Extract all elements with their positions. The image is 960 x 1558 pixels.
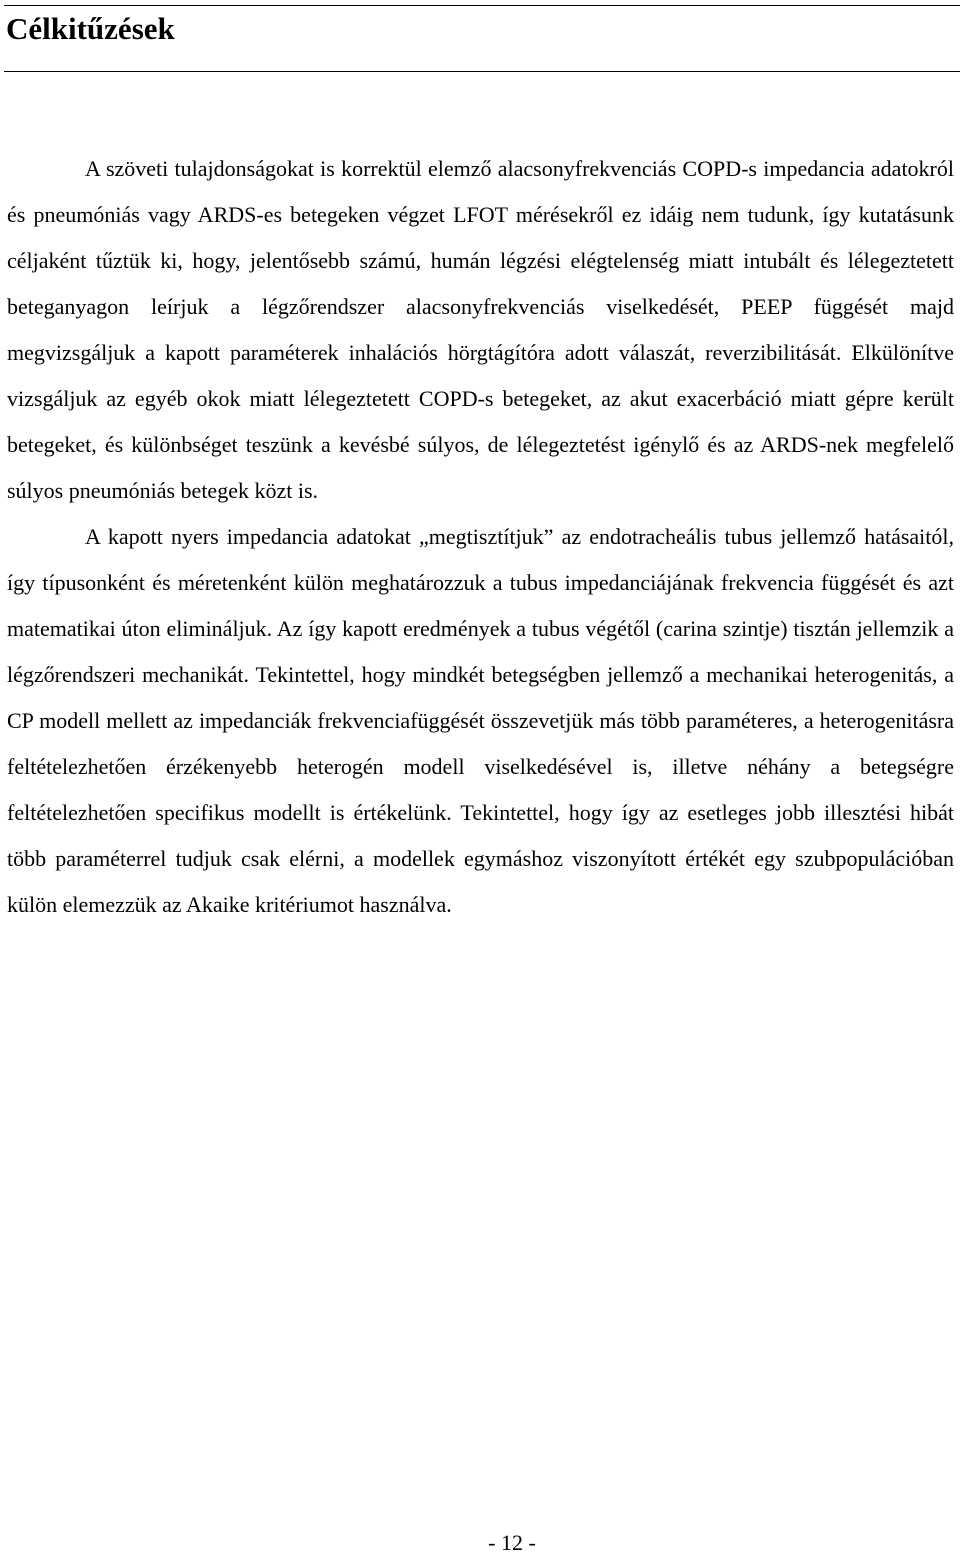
paragraph-aims-1: A szöveti tulajdonságokat is korrektül elemző alacsonyfrekvenciás COPD-s impedancia adatokról és pneumóniás vagy ARDS-es betegeken végzet LFOT mérésekről ez idáig nem tudunk, így kutatásunk céljaként tűztük ki, hogy, jelentősebb számú, humán légzési elégtelenség miatt intubált és lélegeztetett beteganyagon leírjuk a légzőrendszer alacsonyfrekvenciás viselkedését, PEEP függését majd megvizsgáljuk a kapott paraméterek inhalációs hörgtágítóra adott válaszát, reverzibilitását. Elkülönítve vizsgáljuk az egyéb okok miatt lélegeztetett COPD-s betegeket, az akut exacerbáció miatt gépre került betegeket, és különbséget teszünk a kevésbé súlyos, de lélegeztetést igénylő és az ARDS-nek megfelelő súlyos pneumóniás betegek közt is.: [7, 156, 954, 503]
page-title: Célkitűzések: [6, 11, 175, 46]
heading-rule: [4, 71, 960, 72]
body-text: [7, 146, 954, 928]
page-number: - 12 -: [488, 1530, 536, 1555]
paragraph-aims-2: A kapott nyers impedancia adatokat „megtisztítjuk” az endotracheális tubus jellemző hatásaitól, így típusonként és méretenként külön meghatározzuk a tubus impedanciájának frekvencia függését és azt matematikai úton elimináljuk. Az így kapott eredmények a tubus végétől (carina szintje) tisztán jellemzik a légzőrendszeri mechanikát. Tekintettel, hogy mindkét betegségben jellemző a mechanikai heterogenitás, a CP modell mellett az impedanciák frekvenciafüggését összevetjük más több paraméteres, a heterogenitásra feltételezhetően érzékenyebb heterogén modell viselkedésével is, illetve néhány a betegségre feltételezhetően specifikus modellt is értékelünk. Tekintettel, hogy így az esetleges jobb illesztési hibát több paraméterrel tudjuk csak elérni, a modellek egymáshoz viszonyított értékét egy szubpopulációban külön elemezzük az Akaike kritériumot használva.: [7, 524, 954, 917]
top-rule: [4, 5, 960, 6]
